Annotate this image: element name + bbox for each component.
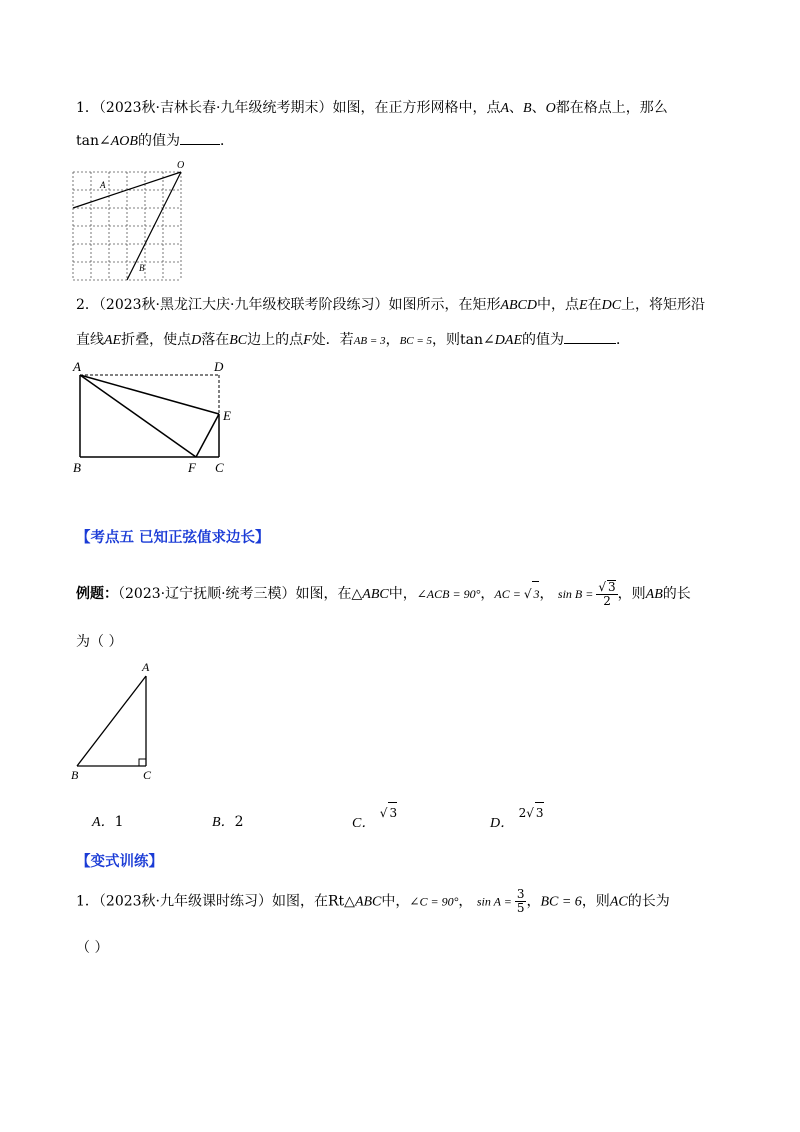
comma: ， [480,586,495,602]
ac-radicand: 3 [532,581,539,606]
segment-fe [196,414,219,457]
rt-triangle: Rt△ [328,893,355,910]
ac-equation: AC = [494,587,524,601]
label-b: B [139,263,145,273]
option-value: 1 [114,814,124,830]
q1-number: 1． [76,100,99,116]
point-o: O [545,101,556,116]
label-e: E [223,408,231,423]
label-o: O [177,160,185,171]
option-c: C． √ 3 [352,812,397,834]
sin-a: sin A = [476,894,515,909]
fraction-numerator: 3 [516,887,525,901]
option-b [212,812,243,833]
bc-equation: BC = 6 [540,894,582,910]
comma: ， [458,893,473,910]
section-title-5: 【考点五 已知正弦值求边长】 [76,529,270,546]
right-angle-mark [139,759,146,766]
comma: ， [539,586,554,602]
sin-b: sin B = [557,587,597,601]
segment-af [80,375,196,457]
example-text: 的长 [662,586,691,602]
comma: ， [385,332,400,348]
q2-text: 如图所示，在矩形 [388,297,501,313]
label-a: A [73,359,81,374]
condition-ab: AB = 3 [353,335,386,347]
tan-expression: tan∠ [460,332,495,348]
label-c: C [215,460,224,475]
rect-abcd: ABCD [500,298,538,313]
tan-expression: tan∠ [76,133,111,149]
variant-source: （2023秋·九年级课时练习） [98,893,273,910]
condition-bc: BC = 5 [399,335,433,347]
q1-text: 都在格点上，那么 [555,100,668,116]
variant-text: 的长为 [627,893,670,910]
option-radicand: 3 [535,802,544,823]
q2-text: 边上的点 [247,332,304,348]
answer-blank [180,132,220,145]
separator: 、 [531,100,546,116]
option-letter: C． [352,816,376,831]
section-title-variant: 【变式训练】 [76,853,163,870]
q2-rectangle-figure [68,358,244,478]
side-ac: AC [609,894,628,910]
q2-text: 的值为 [522,332,564,348]
option-value: 2 [234,814,244,830]
q2-text: ，则 [432,332,461,348]
variant-text: ，则 [581,893,610,910]
q2-text: 处．若 [311,332,354,348]
q2-end: ． [616,332,630,348]
q2-source: （2023秋·黑龙江大庆·九年级校联考阶段练习） [98,297,389,313]
variant-text: 中， [381,893,410,910]
q1-end: ． [219,133,234,149]
q2-number: 2． [76,297,99,313]
line-ae: AE [104,333,122,348]
q1-line1 [76,98,668,119]
side-ba [77,676,146,766]
point-a: A [500,101,510,116]
option-value: 3 [388,802,397,823]
fraction-denominator: 2 [603,594,611,608]
example-triangle-figure [70,658,166,782]
option-letter: B． [212,815,235,830]
segment-ob [127,172,181,280]
side-bc: BC [229,333,248,348]
q2-text: 折叠，使点 [121,332,192,348]
q1-text: 的值为 [137,133,180,149]
angle-acb: ∠ACB = 90° [416,587,481,601]
comma: ， [526,893,541,910]
example-text: 中， [388,586,417,602]
q1-source: （2023秋·吉林长春·九年级统考期末） [98,100,333,116]
variant-line2: （ ） [76,940,109,956]
q2-line2 [76,330,630,351]
triangle-abc: ABC [354,894,382,910]
variant-text: 如图，在 [272,893,329,910]
label-b: B [71,768,79,782]
point-f: F [303,333,312,348]
q2-text: 直线 [76,332,104,348]
example-line1: 例题：（2023·辽宁抚顺·统考三模）如图，在△ABC中，∠ACB = 90°，AC = √ 3， sin B = $\frac{√ 3}{2}$ ，则AB的长 [76,580,691,608]
q2-text: 在 [587,297,602,313]
example-text: 如图，在 [295,586,352,602]
segment-ae [80,375,219,414]
side-ab: AB [645,587,663,602]
example-source: （2023·辽宁抚顺·统考三模） [118,586,296,602]
point-e: E [579,298,588,313]
variant-line1 [76,888,670,915]
q1-grid-figure [66,158,190,284]
example-line2: 为（ ） [76,634,123,650]
fraction-numerator: 3 [608,580,616,594]
q2-text: 落在 [201,332,230,348]
angle-dae: DAE [494,333,522,348]
q2-text: 上，将矩形沿 [621,297,706,313]
fraction-denominator: 5 [516,901,525,915]
option-value: 2 [518,806,527,820]
option-d: D． 2√ 3 [490,812,544,834]
variant-number: 1． [76,893,99,910]
q2-line1 [76,295,705,316]
q2-text: 中，点 [537,297,580,313]
side-dc: DC [601,298,622,313]
example-text: ，则 [617,586,646,602]
label-f: F [188,460,196,475]
label-a: A [100,180,106,190]
point-b: B [523,101,532,116]
option-letter: D． [490,816,515,831]
label-c: C [143,768,152,782]
angle-aob: AOB [110,134,138,149]
sin-b-fraction: $\frac{√ 3}{2}$ [598,580,616,608]
label-d: D [214,359,224,374]
separator: 、 [509,100,524,116]
point-d: D [191,333,202,348]
q1-text: 如图，在正方形网格中，点 [332,100,501,116]
angle-c: ∠C = 90° [409,894,459,909]
option-letter: A． [92,815,115,830]
q1-line2 [76,131,234,152]
label-b: B [73,460,81,475]
answer-blank [564,331,616,344]
option-a [92,812,123,833]
triangle-abc: △ABC [351,587,389,602]
label-a: A [142,660,150,674]
example-label: 例题： [76,586,118,602]
sin-a-fraction [515,888,527,915]
